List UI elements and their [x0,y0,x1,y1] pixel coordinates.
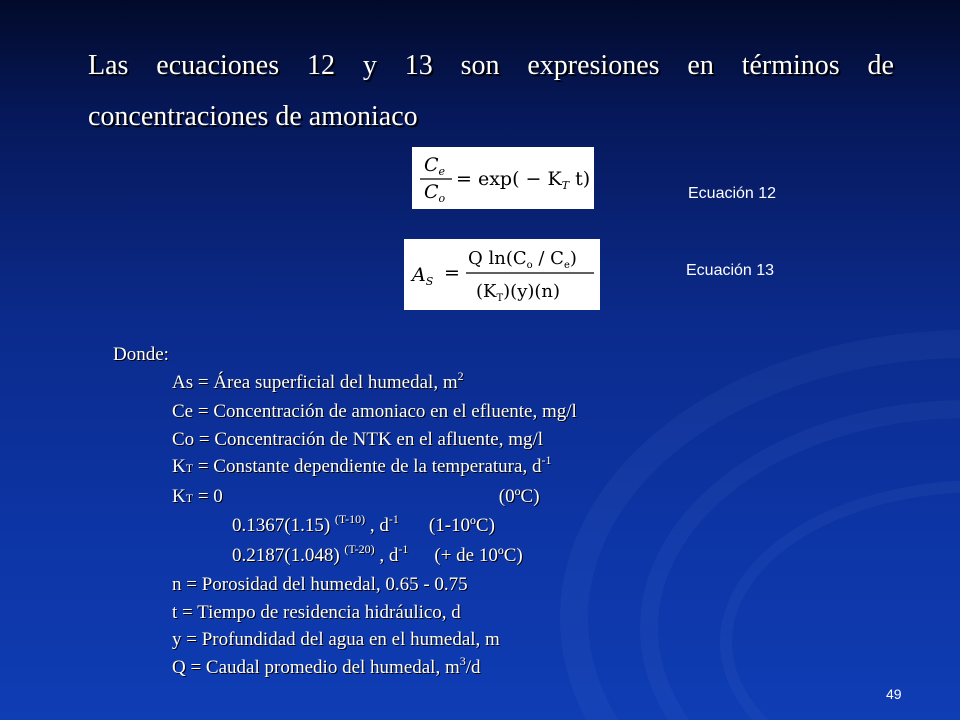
definitions-intro: Donde: [113,344,169,365]
definition-as-text: As = Área superficial del humedal, m [172,371,458,393]
kt-symbol: K [172,485,186,507]
slide-title-line: concentraciones de amoniaco [88,101,418,132]
equation-13-formula [404,239,600,310]
kt-value-unit: , d [365,515,389,536]
kt-value-condition: (+ de 10ºC) [434,544,523,566]
slide-title-line: Las ecuaciones 12 y 13 son expresiones en términos de [88,50,894,81]
kt-value-row [113,512,833,542]
equation-12-formula [412,147,594,209]
kt-value-expr: 0.1367(1.15) [232,515,335,536]
subscript: T [185,490,194,505]
kt-value-row [113,542,833,572]
kt-value-condition: (1-10ºC) [428,515,495,536]
page-number: 49 [886,686,902,702]
definition-kt [113,453,833,483]
equation-13-label: Ecuación 13 [686,262,775,279]
definition-n: n = Porosidad del humedal, 0.65 - 0.75 [172,574,468,595]
superscript: 2 [457,368,464,383]
kt-value-expr: 0.2187(1.048) [232,544,345,566]
kt-symbol: K [172,456,186,477]
kt-value-row [113,483,833,513]
equation-13-numerator: Q $\ln(C_o / C_e)$ [468,248,577,271]
definitions-list [113,341,833,683]
kt-value-unit: , d [374,544,399,566]
definition-q [113,654,833,684]
equation-12-numerator: $C_e$ [424,154,446,178]
superscript: -1 [541,453,552,467]
kt-value-expr: = 0 [193,485,223,507]
equation-13-equals: = [444,262,460,284]
definition-ce: Ce = Concentración de amoniaco en el efluente, mg/l [172,401,577,422]
equation-13-denominator: $(K_T)(y)(n)$ [476,281,561,304]
equation-12-label: Ecuación 12 [688,185,777,202]
subscript: T [185,461,194,475]
definition-q-unit: /d [465,656,481,678]
definition-q-text: Q = Caudal promedio del humedal, m [172,656,460,678]
definition-co: Co = Concentración de NTK en el afluente, mg/l [172,428,544,450]
equation-13-lhs: $A_S$ [412,264,434,288]
kt-value-condition: (0ºC) [498,485,540,507]
definition-as [113,369,833,399]
equation-12-denominator: $C_o$ [424,181,446,205]
definition-y: y = Profundidad del agua en el humedal, m [172,629,500,650]
superscript: (T-20) [344,541,375,556]
definition-t: t = Tiempo de residencia hidráulico, d [172,601,461,623]
definition-kt-text: = Constante dependiente de la temperatura, d [193,456,542,477]
superscript: -1 [398,541,409,556]
superscript: (T-10) [334,512,366,526]
superscript: -1 [388,512,399,526]
slide-title [88,40,894,142]
equation-12-rhs: = $\exp( - K_T$ t) [456,168,591,192]
superscript: 3 [459,653,466,668]
